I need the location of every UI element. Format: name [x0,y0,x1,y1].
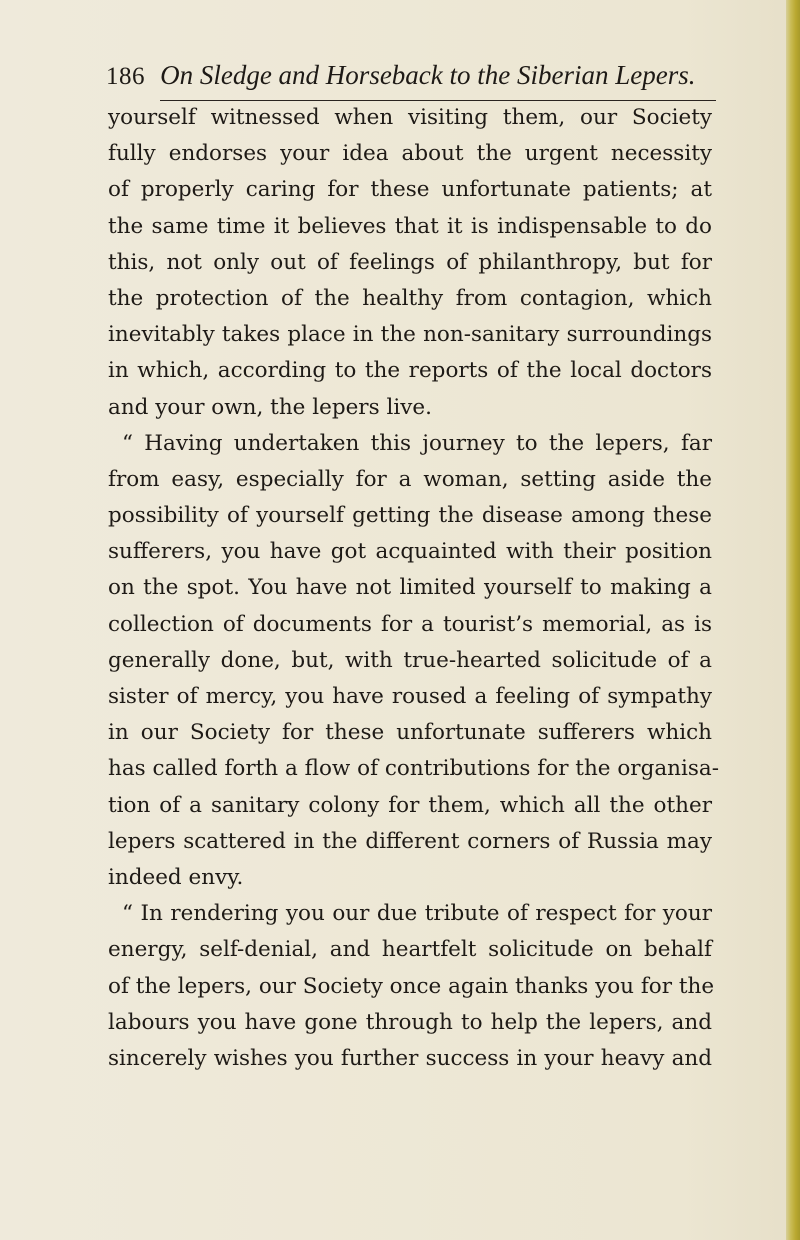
text-line: generally done, but, with true-hearted solicitude of a [108,647,712,673]
text-line: from easy, especially for a woman, setting aside the [108,466,712,492]
page-edge [786,0,800,1240]
text-line: of properly caring for these unfortunate patients; at [108,177,712,203]
text-line: inevitably takes place in the non-sanitary surroundings [108,322,712,348]
body-text [108,100,719,1077]
text-line: the protection of the healthy from contagion, which [108,285,712,311]
text-line: on the spot. You have not limited yourself to making a [108,575,712,601]
text-line: sincerely wishes you further success in your heavy and [108,1045,712,1071]
text-line: in which, according to the reports of the local doctors [108,358,712,384]
text-line: of the lepers, our Society once again thanks you for the [108,973,715,999]
text-line: labours you have gone through to help the lepers, and [108,1009,712,1035]
text-line: energy, self-denial, and heartfelt solicitude on behalf [108,937,712,963]
page-number: 186 [106,63,145,90]
text-line: yourself witnessed when visiting them, our Society [108,105,712,130]
text-line: sister of mercy, you have roused a feeling of sympathy [108,684,712,709]
paragraph-start-line: “ In rendering you our due tribute of respect for your [122,901,712,927]
text-line: in our Society for these unfortunate sufferers which [108,720,712,746]
text-line: lepers scattered in the different corners of Russia may [108,828,712,854]
text-line: collection of documents for a tourist’s memorial, as is [108,611,712,637]
text-line: has called forth a flow of contributions for the organisa- [108,756,719,782]
text-line: sufferers, you have got acquainted with their position [108,539,712,565]
text-line: this, not only out of feelings of philanthropy, but for [108,249,712,275]
paragraph-end-line: indeed envy. [108,864,244,890]
paragraph-start-line: “ Having undertaken this journey to the lepers, far [122,430,712,456]
text-line: possibility of yourself getting the disease among these [108,503,712,529]
paragraph-end-line: and your own, the lepers live. [108,394,432,420]
text-line: fully endorses your idea about the urgent necessity [108,141,712,167]
text-line: the same time it believes that it is indispensable to do [108,213,712,239]
running-head: On Sledge and Horseback to the Siberian Lepers. [160,60,696,90]
text-line: tion of a sanitary colony for them, which all the other [108,792,712,818]
page-header [106,60,706,100]
